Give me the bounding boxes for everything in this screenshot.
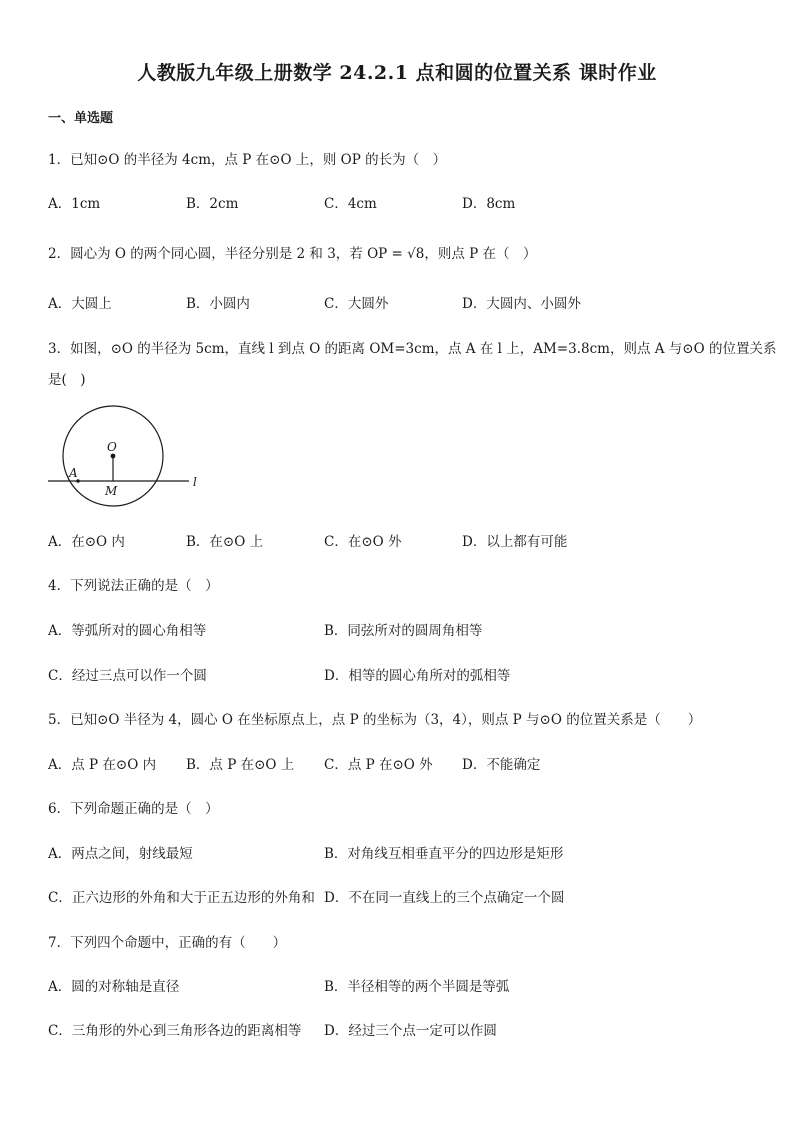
question-4-option-b: B．同弦所对的圆周角相等: [324, 623, 483, 639]
question-4-option-a: A．等弧所对的圆心角相等: [48, 623, 207, 639]
label-m: M: [105, 484, 118, 498]
question-3-option-a: A．在⊙O 内: [48, 534, 125, 550]
question-3-stem-line2: 是( ): [48, 372, 86, 388]
question-2-option-c: C．大圆外: [324, 296, 389, 312]
question-6-option-b: B．对角线互相垂直平分的四边形是矩形: [324, 846, 564, 862]
question-3-stem-line1: 3．如图，⊙O 的半径为 5cm，直线 l 到点 O 的距离 OM=3cm，点 A 在 l 上，AM=3.8cm，则点 A 与⊙O 的位置关系: [48, 341, 777, 357]
question-5-option-c: C．点 P 在⊙O 外: [324, 757, 433, 773]
circle-diagram: [44, 404, 214, 514]
question-5-option-d: D．不能确定: [462, 757, 541, 773]
label-o: O: [107, 440, 117, 454]
question-4-option-d: D．相等的圆心角所对的弧相等: [324, 668, 511, 684]
section-heading: 一、单选题: [48, 111, 114, 126]
question-7-stem: 7．下列四个命题中，正确的有（ ）: [48, 935, 287, 951]
question-6-option-c: C．正六边形的外角和大于正五边形的外角和: [48, 890, 315, 906]
question-1-option-d: D．8cm: [462, 196, 516, 212]
question-7-option-b: B．半径相等的两个半圆是等弧: [324, 979, 510, 995]
question-4-option-c: C．经过三点可以作一个圆: [48, 668, 207, 684]
point-o: [111, 454, 116, 459]
question-7-option-c: C．三角形的外心到三角形各边的距离相等: [48, 1023, 302, 1039]
question-1-option-b: B．2cm: [186, 196, 239, 212]
question-7-option-d: D．经过三个点一定可以作圆: [324, 1023, 497, 1039]
label-a: A: [69, 466, 78, 480]
question-3-option-d: D．以上都有可能: [462, 534, 568, 550]
question-5-stem: 5．已知⊙O 半径为 4，圆心 O 在坐标原点上，点 P 的坐标为（3，4），则点 P 与⊙O 的位置关系是（ ）: [48, 712, 702, 728]
question-6-option-a: A．两点之间，射线最短: [48, 846, 193, 862]
question-3-figure: [44, 404, 214, 514]
question-2-option-a: A．大圆上: [48, 296, 112, 312]
question-2-option-d: D．大圆内、小圆外: [462, 296, 581, 312]
question-3-option-c: C．在⊙O 外: [324, 534, 402, 550]
label-l: l: [193, 475, 197, 489]
question-4-stem: 4．下列说法正确的是（ ）: [48, 578, 219, 594]
question-1-option-c: C．4cm: [324, 196, 377, 212]
question-6-option-d: D．不在同一直线上的三个点确定一个圆: [324, 890, 565, 906]
question-1-option-a: A．1cm: [48, 196, 101, 212]
page-title: 人教版九年级上册数学 24.2.1 点和圆的位置关系 课时作业: [137, 62, 657, 84]
question-2-stem: 2．圆心为 O 的两个同心圆，半径分别是 2 和 3，若 OP = √8，则点 P 在（ ）: [48, 246, 537, 262]
question-5-option-a: A．点 P 在⊙O 内: [48, 757, 157, 773]
question-6-stem: 6．下列命题正确的是（ ）: [48, 801, 219, 817]
question-3-option-b: B．在⊙O 上: [186, 534, 264, 550]
question-5-option-b: B．点 P 在⊙O 上: [186, 757, 295, 773]
question-2-option-b: B．小圆内: [186, 296, 250, 312]
question-1-stem: 1．已知⊙O 的半径为 4cm，点 P 在⊙O 上，则 OP 的长为（ ）: [48, 152, 447, 168]
question-7-option-a: A．圆的对称轴是直径: [48, 979, 180, 995]
